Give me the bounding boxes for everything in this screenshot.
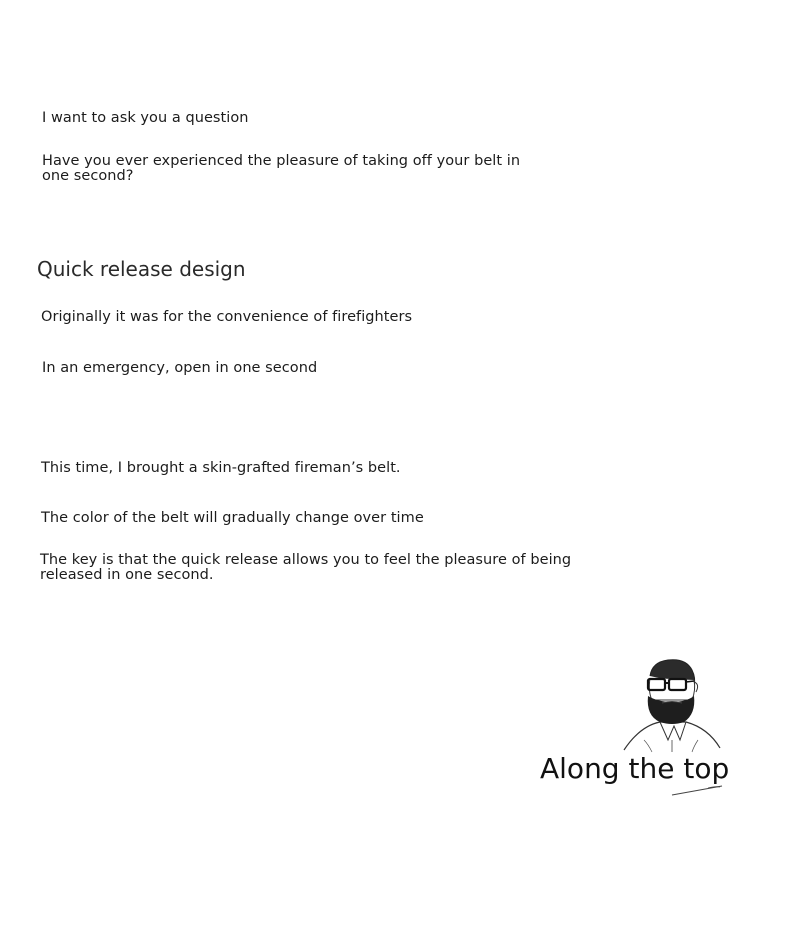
origin-text: Originally it was for the convenience of firefighters [41,309,413,325]
question-lead: I want to ask you a question [42,110,249,126]
brand-logo [540,656,730,801]
question-text: Have you ever experienced the pleasure of taking off your belt in one second? [42,153,521,184]
key-point: The key is that the quick release allows you to feel the pleasure of being released in one second. [40,552,572,583]
section-heading: Quick release design [37,257,246,281]
underline-swoosh [540,656,730,801]
emergency-text: In an emergency, open in one second [42,360,318,376]
color-note: The color of the belt will gradually change over time [41,510,424,526]
logo-tagline: Along the top [540,752,730,785]
product-intro: This time, I brought a skin-grafted fireman’s belt. [41,460,401,476]
